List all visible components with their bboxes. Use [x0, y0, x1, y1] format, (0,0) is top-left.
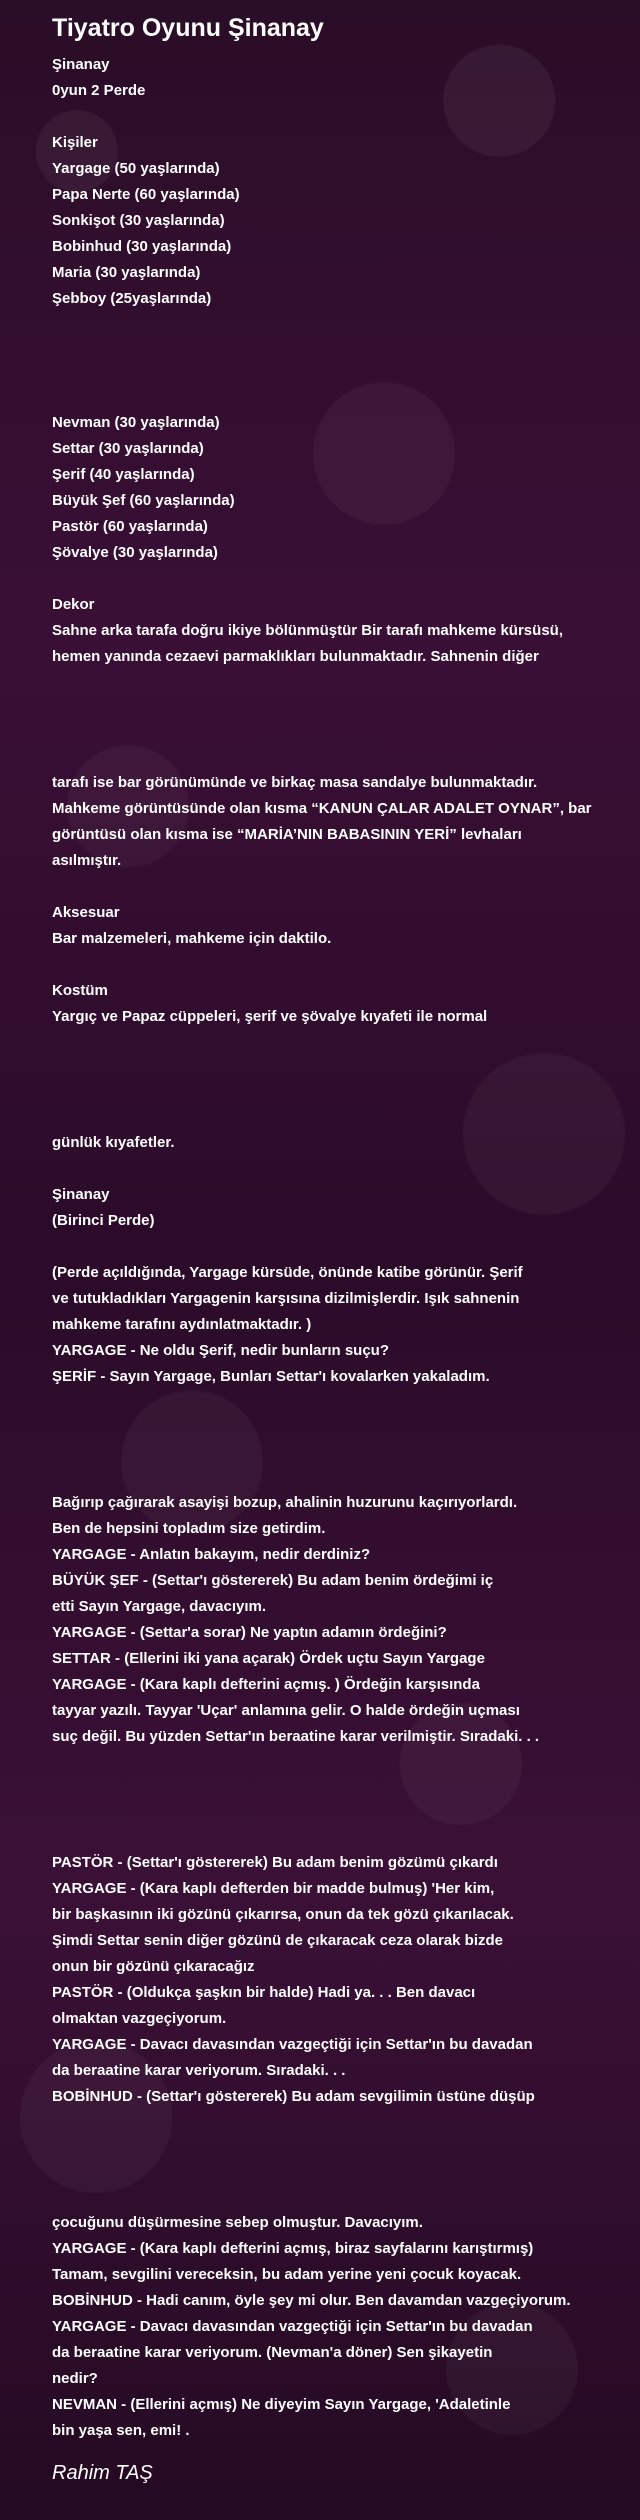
stanza-line: YARGAGE - (Kara kaplı defterini açmış, biraz sayfalarını karıştırmış) — [52, 2240, 534, 2257]
stanza-7 — [52, 2210, 637, 2444]
stanza-line: NEVMAN - (Ellerini açmış) Ne diyeyim Sayın Yargage, 'Adaletinle — [52, 2396, 511, 2413]
stanza-line: Dekor — [52, 596, 95, 613]
stanza-3 — [52, 770, 637, 1030]
stanza-line: Sahne arka tarafa doğru ikiye bölünmüştür Bir tarafı mahkeme kürsüsü, — [52, 622, 563, 639]
stanza-line: da beraatine karar veriyorum. (Nevman'a döner) Sen şikayetin — [52, 2344, 493, 2361]
stanza-line: bin yaşa sen, emi! . — [52, 2422, 190, 2439]
author-name: Rahim TAŞ — [52, 2462, 153, 2484]
stanza-line: YARGAGE - Anlatın bakayım, nedir derdiniz? — [52, 1546, 371, 1563]
stanza-line: BOBİNHUD - Hadi canım, öyle şey mi olur. Ben davamdan vazgeçiyorum. — [52, 2292, 571, 2309]
stanza-2 — [52, 410, 637, 670]
stanza-6 — [52, 1850, 637, 2110]
stanza-line: mahkeme tarafını aydınlatmaktadır. ) — [52, 1316, 312, 1333]
stanza-4 — [52, 1130, 637, 1390]
stanza-line: Kişiler — [52, 134, 98, 151]
stanza-line: Tamam, sevgilini vereceksin, bu adam yerine yeni çocuk koyacak. — [52, 2266, 522, 2283]
stanza-line: Şinanay — [52, 1186, 110, 1203]
stanza-line: görüntüsü olan kısma ise “MARİA’NIN BABASININ YERİ” levhaları — [52, 826, 522, 843]
stanza-line: Mahkeme görüntüsünde olan kısma “KANUN ÇALAR ADALET OYNAR”, bar — [52, 800, 592, 817]
stanza-line: Aksesuar — [52, 904, 120, 921]
stanza-line — [52, 874, 637, 900]
stanza-line: ŞERİF - Sayın Yargage, Bunları Settar'ı kovalarken yakaladım. — [52, 1368, 490, 1385]
stanza-line: Şebboy (25yaşlarında) — [52, 290, 212, 307]
stanza-line: YARGAGE - (Kara kaplı defterden bir madde bulmuş) 'Her kim, — [52, 1880, 495, 1897]
stanza-line — [52, 104, 637, 130]
stanza-line: SETTAR - (Ellerini iki yana açarak) Ördek uçtu Sayın Yargage — [52, 1650, 485, 1667]
stanza-line — [52, 566, 637, 592]
stanza-line: YARGAGE - Davacı davasından vazgeçtiği için Settar'ın bu davadan — [52, 2318, 533, 2335]
stanza-line: 0yun 2 Perde — [52, 82, 146, 99]
stanza-line: PASTÖR - (Oldukça şaşkın bir halde) Hadi ya. . . Ben davacı — [52, 1984, 476, 2001]
stanza-line: YARGAGE - (Kara kaplı defterini açmış. ) Ördeğin karşısında — [52, 1676, 480, 1693]
stanza-line: Pastör (60 yaşlarında) — [52, 518, 208, 535]
stanza-line: Yargage (50 yaşlarında) — [52, 160, 220, 177]
stanza-line: (Birinci Perde) — [52, 1212, 155, 1229]
stanza-line: Ben de hepsini topladım size getirdim. — [52, 1520, 326, 1537]
stanza-line: Şövalye (30 yaşlarında) — [52, 544, 218, 561]
stanza-line — [52, 1156, 637, 1182]
stanza-line: Büyük Şef (60 yaşlarında) — [52, 492, 235, 509]
stanza-line: Bobinhud (30 yaşlarında) — [52, 238, 232, 255]
stanza-line: ve tutukladıkları Yargagenin karşısına dizilmişlerdir. Işık sahnenin — [52, 1290, 520, 1307]
stanza-line: Sonkişot (30 yaşlarında) — [52, 212, 225, 229]
stanza-line: tarafı ise bar görünümünde ve birkaç masa sandalye bulunmaktadır. — [52, 774, 538, 791]
stanza-line: onun bir gözünü çıkaracağız — [52, 1958, 255, 1975]
stanza-line: YARGAGE - (Settar'a sorar) Ne yaptın adamın ördeğini? — [52, 1624, 447, 1641]
stanza-line: BOBİNHUD - (Settar'ı göstererek) Bu adam sevgilimin üstüne düşüp — [52, 2088, 535, 2105]
stanza-line: etti Sayın Yargage, davacıyım. — [52, 1598, 266, 1615]
stanza-line: YARGAGE - Ne oldu Şerif, nedir bunların suçu? — [52, 1342, 389, 1359]
stanza-line: günlük kıyafetler. — [52, 1134, 175, 1151]
stanza-line: nedir? — [52, 2370, 98, 2387]
stanza-line: (Perde açıldığında, Yargage kürsüde, önünde katibe görünür. Şerif — [52, 1264, 523, 1281]
stanza-line: Şinanay — [52, 56, 110, 73]
stanza-line: YARGAGE - Davacı davasından vazgeçtiği için Settar'ın bu davadan — [52, 2036, 533, 2053]
stanza-line: Kostüm — [52, 982, 108, 999]
stanza-line: çocuğunu düşürmesine sebep olmuştur. Davacıyım. — [52, 2214, 423, 2231]
stanza-line: Yargıç ve Papaz cüppeleri, şerif ve şövalye kıyafeti ile normal — [52, 1008, 488, 1025]
stanza-line: da beraatine karar veriyorum. Sıradaki. . . — [52, 2062, 346, 2079]
stanza-line: Maria (30 yaşlarında) — [52, 264, 201, 281]
stanza-line: bir başkasının iki gözünü çıkarırsa, onun da tek gözü çıkarılacak. — [52, 1906, 514, 1923]
stanza-line: PASTÖR - (Settar'ı göstererek) Bu adam benim gözümü çıkardı — [52, 1854, 498, 1871]
stanza-line: olmaktan vazgeçiyorum. — [52, 2010, 227, 2027]
stanza-line — [52, 952, 637, 978]
stanza-line: Şimdi Settar senin diğer gözünü de çıkaracak ceza olarak bizde — [52, 1932, 503, 1949]
stanza-line: BÜYÜK ŞEF - (Settar'ı göstererek) Bu adam benim ördeğimi iç — [52, 1572, 494, 1589]
poem-title: Tiyatro Oyunu Şinanay — [52, 14, 324, 42]
stanza-line: suç değil. Bu yüzden Settar'ın beraatine karar verilmiştir. Sıradaki. . . — [52, 1728, 540, 1745]
stanza-5 — [52, 1490, 637, 1750]
stanza-line: Bar malzemeleri, mahkeme için daktilo. — [52, 930, 332, 947]
stanza-line: Şerif (40 yaşlarında) — [52, 466, 195, 483]
stanza-line: Bağırıp çağırarak asayişi bozup, ahalinin huzurunu kaçırıyorlardı. — [52, 1494, 518, 1511]
stanza-line: Nevman (30 yaşlarında) — [52, 414, 220, 431]
stanza-line: hemen yanında cezaevi parmaklıkları bulunmaktadır. Sahnenin diğer — [52, 648, 539, 665]
stanza-line: Settar (30 yaşlarında) — [52, 440, 204, 457]
stanza-line — [52, 1234, 637, 1260]
stanza-line: asılmıştır. — [52, 852, 122, 869]
stanza-1 — [52, 52, 637, 312]
stanza-line: tayyar yazılı. Tayyar 'Uçar' anlamına gelir. O halde ördeğin uçması — [52, 1702, 520, 1719]
stanza-line: Papa Nerte (60 yaşlarında) — [52, 186, 240, 203]
